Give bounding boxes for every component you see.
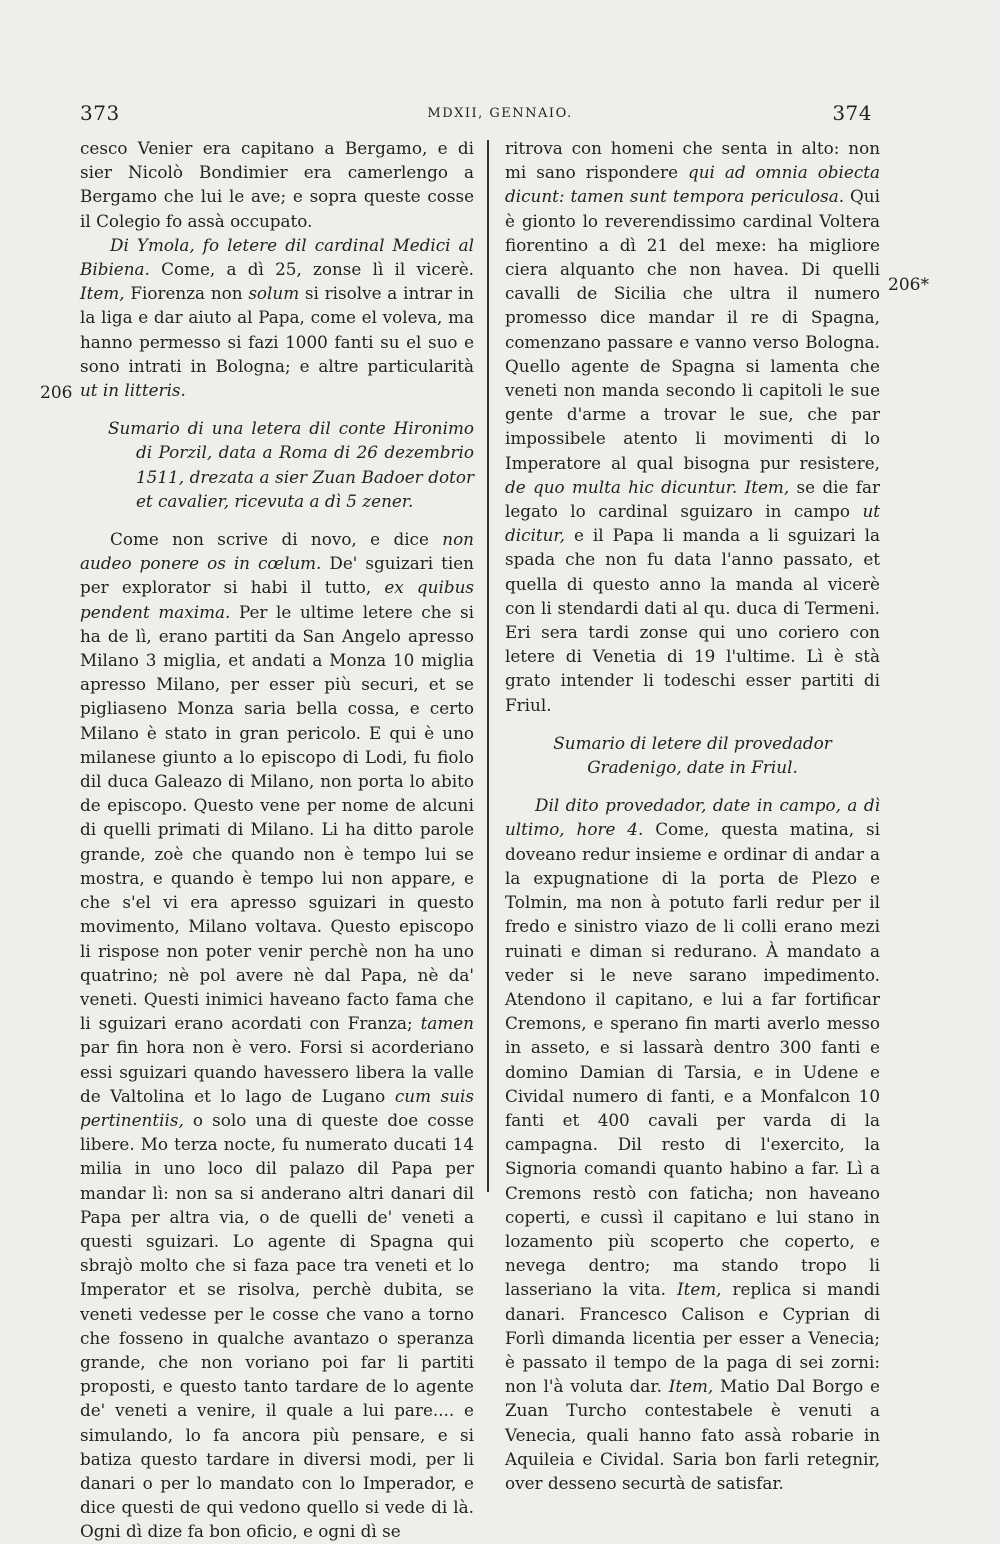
text: Come non scrive di novo, e dice — [110, 529, 443, 550]
left-column — [80, 136, 474, 1544]
italic-text: solum — [248, 283, 300, 304]
italic-text: Item, — [676, 1279, 722, 1300]
italic-text: cum suis pertinentiis, — [80, 1085, 474, 1130]
italic-text: tamen — [420, 1013, 474, 1034]
italic-text: Item, — [744, 476, 790, 497]
section-heading: Sumario di letere dil provedador Gradenigo, date in Friul. — [553, 732, 832, 778]
paragraph — [80, 233, 474, 402]
section-heading: Sumario di una letera dil conte Hironimo di Porzil, data a Roma di 26 dezembrio 1511, drezata a sier Zuan Badoer dotor et cavalier, ricevuta a dì 5 zener. — [108, 418, 474, 511]
text: Matio Dal Borgo e Zuan Turcho contestabele è venuti a Venecia, quali hanno fato assà robarie in Aquileia e Cividal. Saria bon farli retegnir, over desseno securtà de satisfar. — [505, 1376, 880, 1493]
italic-text: Di Ymola, fo letere dil cardinal Medici al Bibiena. — [80, 234, 474, 280]
italic-text: non audeo ponere os in cœlum. — [80, 529, 474, 574]
text: replica si mandi danari. Francesco Calison e Cyprian di Forlì dimanda licentia per esser a Venecia; è passato il tempo de la paga di sei zorni: non l'à voluta dar. — [505, 1279, 881, 1397]
italic-text: Item, — [668, 1376, 714, 1397]
text: par fin hora non è vero. Forsi si acorderiano essi sguizari quando havessero libera la valle de Valtolina et lo lago de Lugano — [80, 1037, 474, 1106]
text: Fiorenza non — [124, 283, 249, 304]
text: Come, questa matina, si doveano redur insieme e ordinar di andar a la expugnatione di la porta de Plezo e Tolmin, ma non à potuto farli redur per il fredo e sinistro viazo de li colli erano mezi ruinati e diman si redurano. À mandato a veder si le neve sarano impedimento. Atendono il capitano, e lui a far fortificar Cremons, e sperano fin marti averlo messo in asseto, e si lassarà dentro 300 fanti e domino Damian di Tarsia, e in Udene e Cividal numero di fanti, e a Monfalcon 10 fanti et 400 cavali per varda di la campagna. Dil resto di l'exercito, la Signoria comandi quanto habino a far. Lì a Cremons restò con faticha; non haveano coperti, e cussì il capitano e lui stano in lozamento più scoperto che coperto, e nevega dentro; ma stando tropo li lasseriano la vita. — [505, 819, 880, 1300]
italic-text: ut in litteris. — [80, 380, 186, 401]
text: Per le ultime letere che si ha de lì, erano partiti da San Angelo apresso Milano 3 miglia, et andati a Monza 10 miglia apresso Milano, per esser più securi, et se pigliaseno Monza saria bella cossa, e certo Milano è stato in gran pericolo. E qui è uno milanese giunto a lo episcopo di Lodi, fu fiolo dil duca Galeazo di Milano, non porta lo abito de episcopo. Questo vene per nome de alcuni di quelli primati di Milano. Li ha ditto parole grande, zoè che quando non è tempo lui se mostra, e quando è tempo lui non appare, e che s'el vi era apresso sguizari in questo movimento, Milano voltava. Questo episcopo li rispose non poter venir perchè non ha uno quatrino; nè pol avere nè dal Papa, nè da' veneti. Questi inimici haveano facto fama che li sguizari erano acordati con Franza; — [80, 601, 474, 1034]
italic-text: ut dicitur, — [505, 501, 880, 546]
italic-text: ex quibus pendent maxima. — [80, 577, 474, 622]
text: e il Papa li manda a li sguizari la spada che non fu data l'anno passato, et quella di questo anno la manda al vicerè con li stendardi dati al qu. duca di Termeni. Eri sera tardi zonse qui uno coriero con letere di Venetia di 19 l'ultime. Lì è stà grato intender li todeschi esser partiti di Friul. — [505, 525, 880, 715]
right-column — [505, 136, 880, 1495]
paragraph — [505, 136, 880, 717]
text — [737, 477, 744, 497]
text: se die far legato lo cardinal sguizaro in campo — [505, 476, 880, 522]
italic-text: qui ad omnia obiecta dicunt: tamen sunt tempora periculosa. — [505, 162, 880, 207]
margin-note-right: 206* — [888, 275, 929, 295]
paragraph — [505, 793, 880, 1495]
text: Qui è gionto lo reverendissimo cardinal Voltera fiorentino a dì 21 del mexe: ha migliore ciera alquanto che non havea. Di quelli cavalli de Sicilia che ultra il numero promesso dice mandar il re di Spagna, comenzano passare e vanno verso Bologna. Quello agente de Spagna si lamenta che veneti non manda secondo li capitoli le sue gente d'arme a trovar le sue, che par impossibele atento li movimenti di lo Imperatore al qual bisogna pur resistere, — [505, 186, 880, 473]
text: o solo una di queste doe cosse libere. Mo terza nocte, fu numerato ducati 14 milia in uno loco dil palazo dil Papa per mandar lì: non sa si anderano altri danari dil Papa per altra via, o de quelli de' veneti a questi sguizari. Lo agente di Spagna qui sbrajò molto che si faza pace tra veneti et lo Imperator et se risolva, perchè dubita, se veneti vedesse per le cosse che vano a torno che fosseno in qualche avantazo o speranza grande, che non voriano poi far li partiti proposti, e questo tanto tardare de lo agente de' veneti a venire, il quale a lui pare.... e simulando, lo fa ancora più pensare, e si batiza questo tardare in diversi modi, per li danari o per lo mandato con lo Imperador, e dice questi de qui vedono quello si vede di là. Ogni dì dize fa bon oficio, e ogni dì se — [80, 1109, 474, 1542]
text: ritrova con homeni che senta in alto: non mi sano rispondere — [505, 138, 880, 183]
text: De' sguizari tien per explorator si habi il tutto, — [80, 553, 474, 598]
left-page-number: 373 — [80, 101, 120, 125]
italic-text: Dil dito provedador, date in campo, a dì ultimo, hore 4. — [505, 795, 880, 840]
paragraph — [80, 527, 474, 1544]
text: cesco Venier era capitano a Bergamo, e di sier Nicolò Bondimier era camerlengo a Bergamo che lui le ave; e sopra queste cosse il Colegio fo assà occupato. — [80, 138, 474, 231]
right-page-number: 374 — [832, 101, 872, 125]
margin-note-left: 206 — [40, 383, 73, 403]
running-header: MDXII, GENNAIO. — [427, 106, 573, 121]
text: Come, a dì 25, zonse lì il vicerè. — [149, 259, 474, 280]
italic-text: de quo multa hic dicuntur. — [505, 476, 738, 497]
paragraph — [80, 136, 474, 233]
text: si risolve a intrar in la liga e dar aiuto al Papa, come el voleva, ma hanno permesso si fazi 1000 fanti su el suo e sono intrati in Bologna; e altre particularità — [80, 283, 474, 376]
column-divider — [487, 140, 489, 1192]
italic-text: Item, — [80, 283, 125, 304]
